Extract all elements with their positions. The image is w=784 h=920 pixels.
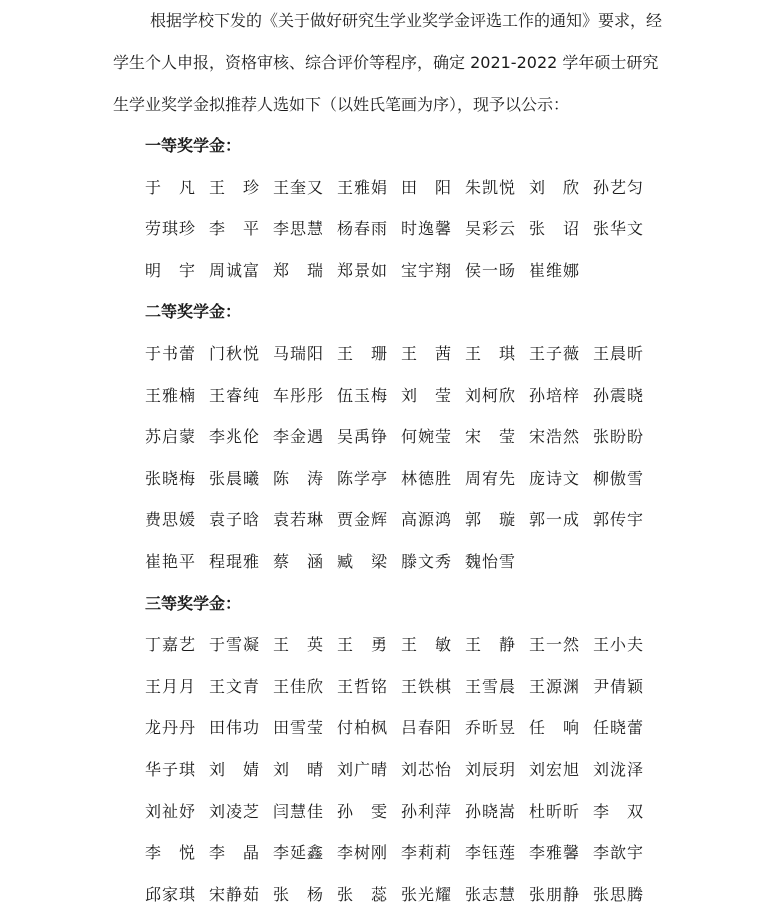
recipient-name: 李兆伦: [209, 427, 259, 447]
name-row: [145, 167, 665, 209]
recipient-name: 宋 莹: [465, 427, 515, 447]
name-row: [145, 707, 665, 749]
recipient-name: 庞诗文: [529, 468, 579, 488]
recipient-name: 李 晶: [209, 843, 259, 863]
recipient-name: 崔艳平: [145, 552, 195, 571]
recipient-name: 王睿纯: [209, 385, 259, 405]
recipient-name: 林德胜: [401, 468, 451, 488]
name-row: [145, 791, 665, 833]
recipient-name: 张盼盼: [593, 427, 643, 447]
section-heading-third: 三等奖学金：: [145, 593, 242, 613]
recipient-name: 袁若琳: [273, 510, 323, 530]
recipient-name: 王 静: [465, 635, 515, 655]
intro-line: 生学业奖学金拟推荐人选如下（以姓氏笔画为序），现予以公示：: [113, 95, 570, 114]
name-row: [145, 375, 665, 417]
recipient-name: 王小夫: [593, 635, 643, 655]
recipient-name: 陈 涛: [273, 468, 323, 488]
recipient-name: 刘 欣: [529, 177, 579, 197]
recipient-name: 李钰莲: [465, 843, 515, 863]
recipient-name: 孙利萍: [401, 801, 451, 821]
name-row: [145, 541, 665, 583]
recipient-name: 刘宏旭: [529, 760, 579, 779]
recipient-name: 郭 璇: [465, 510, 515, 530]
recipient-name: 刘芯怡: [401, 760, 451, 779]
recipient-name: 侯一旸: [465, 260, 515, 280]
recipient-name: 田 阳: [401, 177, 451, 197]
recipient-name: 郑景如: [337, 260, 387, 280]
recipient-name: 何婉莹: [401, 427, 451, 447]
name-row: [145, 458, 665, 500]
section-heading-second: 二等奖学金：: [145, 302, 242, 322]
recipient-name: 臧 梁: [337, 552, 387, 571]
recipient-name: 王文青: [209, 676, 259, 696]
recipient-name: 张 杨: [273, 884, 323, 904]
recipient-name: 王晨昕: [593, 344, 643, 363]
recipient-name: 费思媛: [145, 510, 195, 530]
recipient-name: 李 平: [209, 219, 259, 239]
recipient-name: 张晨曦: [209, 468, 259, 488]
recipient-name: 袁子晗: [209, 510, 259, 530]
recipient-name: 程琨雅: [209, 552, 259, 571]
recipient-name: 郑 瑞: [273, 260, 323, 280]
name-row: [145, 832, 665, 874]
recipient-name: 杜昕昕: [529, 801, 579, 821]
recipient-name: 李莉莉: [401, 843, 451, 863]
recipient-name: 付柏枫: [337, 718, 387, 738]
recipient-name: 李 悦: [145, 843, 195, 863]
recipient-name: 张朋静: [529, 884, 579, 904]
recipient-name: 刘广晴: [337, 760, 387, 779]
recipient-name: 孙培梓: [529, 385, 579, 405]
name-row: [145, 624, 665, 666]
recipient-name: 周宥先: [465, 468, 515, 488]
recipient-name: 李延鑫: [273, 843, 323, 863]
recipient-name: 伍玉梅: [337, 385, 387, 405]
recipient-name: 刘凌芝: [209, 801, 259, 821]
recipient-name: 刘祉妤: [145, 801, 195, 821]
recipient-name: 张思腾: [593, 884, 643, 904]
recipient-name: 郭一成: [529, 510, 579, 530]
recipient-name: 贾金辉: [337, 510, 387, 530]
recipient-name: 车彤彤: [273, 385, 323, 405]
recipient-name: 于雪凝: [209, 635, 259, 655]
recipient-name: 张晓梅: [145, 468, 195, 488]
recipient-name: 张 蕊: [337, 884, 387, 904]
name-row: [145, 749, 665, 791]
recipient-name: 田伟功: [209, 718, 259, 738]
intro-line: 学生个人申报，资格审核、综合评价等程序，确定 2021-2022 学年硕士研究: [113, 53, 659, 72]
recipient-name: 魏怡雪: [465, 552, 515, 571]
name-row: [145, 208, 665, 250]
recipient-name: 刘辰玥: [465, 760, 515, 779]
recipient-name: 任晓蕾: [593, 718, 643, 738]
recipient-name: 高源鸿: [401, 510, 451, 530]
recipient-name: 郭传宇: [593, 510, 643, 530]
recipient-name: 刘 莹: [401, 385, 451, 405]
recipient-name: 蔡 涵: [273, 552, 323, 571]
recipient-name: 滕文秀: [401, 552, 451, 571]
intro-line: 根据学校下发的《关于做好研究生学业奖学金评选工作的通知》要求，经: [150, 11, 663, 30]
recipient-name: 邱家琪: [145, 884, 195, 904]
recipient-name: 刘柯欣: [465, 385, 515, 405]
recipient-name: 朱凯悦: [465, 177, 515, 197]
recipient-name: 崔维娜: [529, 260, 579, 280]
recipient-name: 王铁棋: [401, 676, 451, 696]
recipient-name: 王 敏: [401, 635, 451, 655]
recipient-name: 苏启蒙: [145, 427, 195, 447]
recipient-name: 田雪莹: [273, 718, 323, 738]
recipient-name: 刘 晴: [273, 760, 323, 779]
section-heading-first: 一等奖学金：: [145, 136, 242, 155]
recipient-name: 孙震晓: [593, 385, 643, 405]
recipient-name: 龙丹丹: [145, 718, 195, 738]
recipient-name: 王 珊: [337, 344, 387, 363]
recipient-name: 任 响: [529, 718, 579, 738]
recipient-name: 王哲铭: [337, 676, 387, 696]
recipient-name: 门秋悦: [209, 344, 259, 363]
recipient-name: 于 凡: [145, 177, 195, 197]
recipient-name: 刘 婧: [209, 760, 259, 779]
recipient-name: 李歆宇: [593, 843, 643, 863]
name-row: [145, 874, 665, 916]
name-row: [145, 333, 665, 375]
recipient-name: 劳琪珍: [145, 219, 195, 239]
recipient-name: 宋静茹: [209, 884, 259, 904]
recipient-name: 王源渊: [529, 676, 579, 696]
recipient-name: 孙艺匀: [593, 177, 643, 197]
recipient-name: 王雅娟: [337, 177, 387, 197]
name-row: [145, 250, 665, 292]
recipient-name: 王子薇: [529, 344, 579, 363]
recipient-name: 王 珍: [209, 177, 259, 197]
recipient-name: 尹倩颖: [593, 676, 643, 696]
recipient-name: 周诚富: [209, 260, 259, 280]
recipient-name: 孙 雯: [337, 801, 387, 821]
name-row: [145, 416, 665, 458]
recipient-name: 张华文: [593, 219, 643, 239]
recipient-name: 明 宇: [145, 260, 195, 280]
recipient-name: 王一然: [529, 635, 579, 655]
recipient-name: 杨春雨: [337, 219, 387, 239]
recipient-name: 丁嘉艺: [145, 635, 195, 655]
recipient-name: 华子琪: [145, 760, 195, 779]
recipient-name: 张 诏: [529, 219, 579, 239]
recipient-name: 于书蕾: [145, 344, 195, 363]
recipient-name: 李思慧: [273, 219, 323, 239]
recipient-name: 陈学亭: [337, 468, 387, 488]
recipient-name: 张志慧: [465, 884, 515, 904]
recipient-name: 张光耀: [401, 884, 451, 904]
name-row: [145, 499, 665, 541]
recipient-name: 柳傲雪: [593, 468, 643, 488]
recipient-name: 吴彩云: [465, 219, 515, 239]
recipient-name: 吕春阳: [401, 718, 451, 738]
recipient-name: 刘泷泽: [593, 760, 643, 779]
recipient-name: 马瑞阳: [273, 344, 323, 363]
recipient-name: 闫慧佳: [273, 801, 323, 821]
recipient-name: 王雅楠: [145, 385, 195, 405]
recipient-name: 孙晓嵩: [465, 801, 515, 821]
recipient-name: 王佳欣: [273, 676, 323, 696]
recipient-name: 李金遇: [273, 427, 323, 447]
recipient-name: 时逸馨: [401, 219, 451, 239]
recipient-name: 王月月: [145, 676, 195, 696]
recipient-name: 王 琪: [465, 344, 515, 363]
recipient-name: 王雪晨: [465, 676, 515, 696]
name-row: [145, 666, 665, 708]
recipient-name: 乔昕昱: [465, 718, 515, 738]
recipient-name: 吴禹铮: [337, 427, 387, 447]
recipient-name: 李树刚: [337, 843, 387, 863]
recipient-name: 王 英: [273, 635, 323, 655]
recipient-name: 王 勇: [337, 635, 387, 655]
recipient-name: 宋浩然: [529, 427, 579, 447]
recipient-name: 宝宇翔: [401, 260, 451, 280]
recipient-name: 李 双: [593, 801, 643, 821]
recipient-name: 王奎又: [273, 177, 323, 197]
recipient-name: 王 茜: [401, 344, 451, 363]
recipient-name: 李雅馨: [529, 843, 579, 863]
